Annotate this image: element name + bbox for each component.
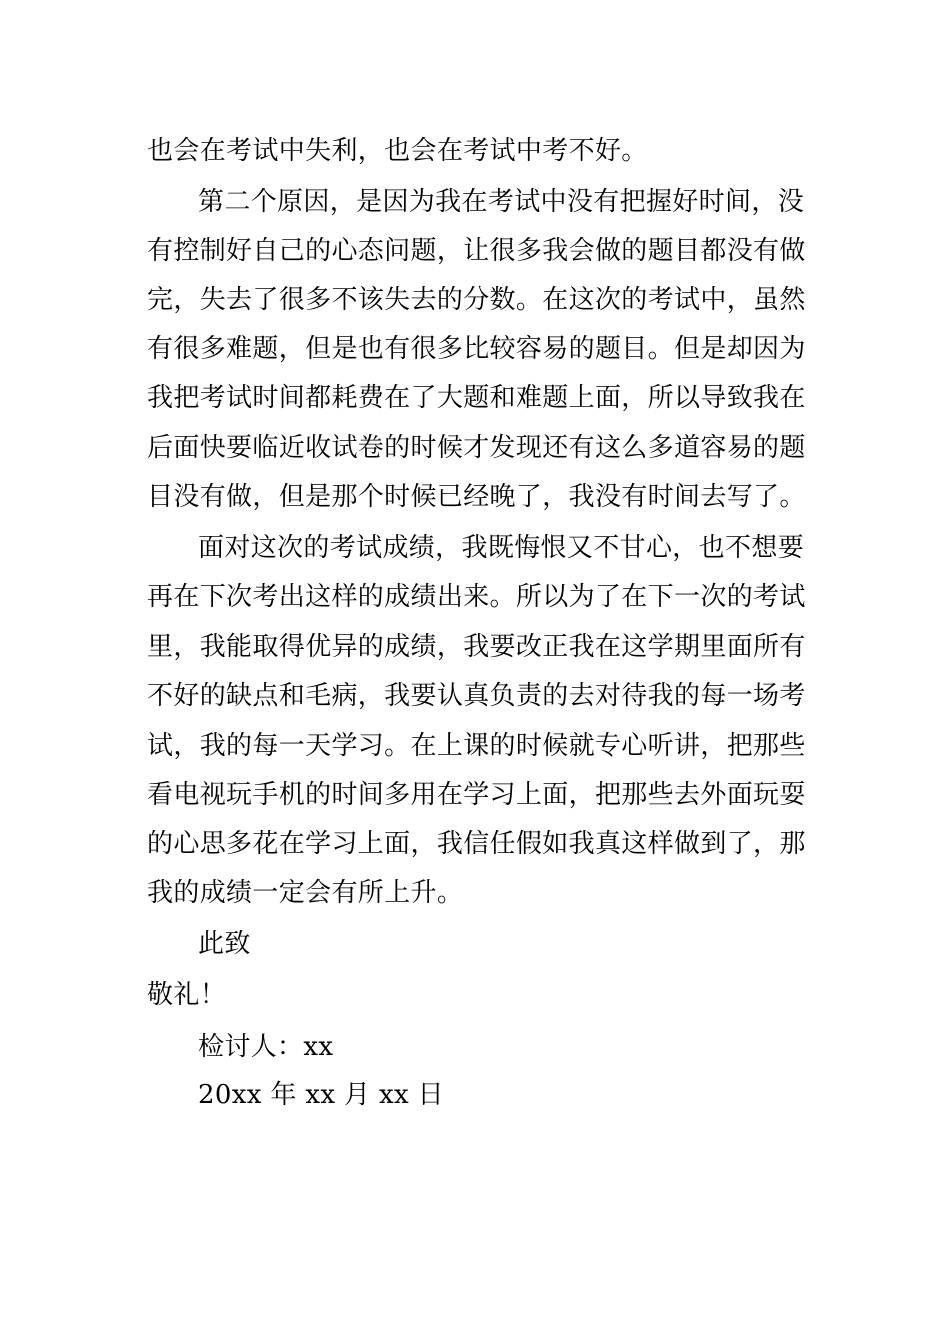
closing-salutation: 此致 (198, 929, 251, 959)
paragraph-line: 我的成绩一定会有所上升。 (147, 878, 464, 908)
paragraph-line: 完，失去了很多不该失去的分数。在这次的考试中，虽然 (147, 285, 806, 315)
paragraph-line: 面对这次的考试成绩，我既悔恨又不甘心，也不想要 (198, 533, 805, 563)
closing-respects: 敬礼！ (147, 980, 227, 1010)
paragraph-line: 有很多难题，但是也有很多比较容易的题目。但是却因为 (147, 334, 806, 364)
paragraph-line: 第二个原因，是因为我在考试中没有把握好时间，没 (198, 187, 805, 217)
paragraph-line: 试，我的每一天学习。在上课的时候就专心听讲，把那些 (147, 731, 806, 761)
paragraph-line: 后面快要临近收试卷的时候才发现还有这么多道容易的题 (147, 433, 806, 463)
paragraph-line: 我把考试时间都耗费在了大题和难题上面，所以导致我在 (147, 383, 806, 413)
paragraph-line: 看电视玩手机的时间多用在学习上面，把那些去外面玩耍 (147, 780, 806, 810)
paragraph-line: 也会在考试中失利，也会在考试中考不好。 (147, 136, 648, 166)
signature-date: 20xx 年 xx 月 xx 日 (198, 1080, 444, 1110)
paragraph-line: 目没有做，但是那个时候已经晚了，我没有时间去写了。 (147, 482, 806, 512)
signature-author: 检讨人：xx (198, 1032, 334, 1062)
paragraph-line: 里，我能取得优异的成绩，我要改正我在这学期里面所有 (147, 632, 806, 662)
paragraph-line: 不好的缺点和毛病，我要认真负责的去对待我的每一场考 (147, 681, 806, 711)
paragraph-line: 有控制好自己的心态问题，让很多我会做的题目都没有做 (147, 236, 806, 266)
paragraph-line: 的心思多花在学习上面，我信任假如我真这样做到了，那 (147, 829, 806, 859)
paragraph-line: 再在下次考出这样的成绩出来。所以为了在下一次的考试 (147, 582, 806, 612)
